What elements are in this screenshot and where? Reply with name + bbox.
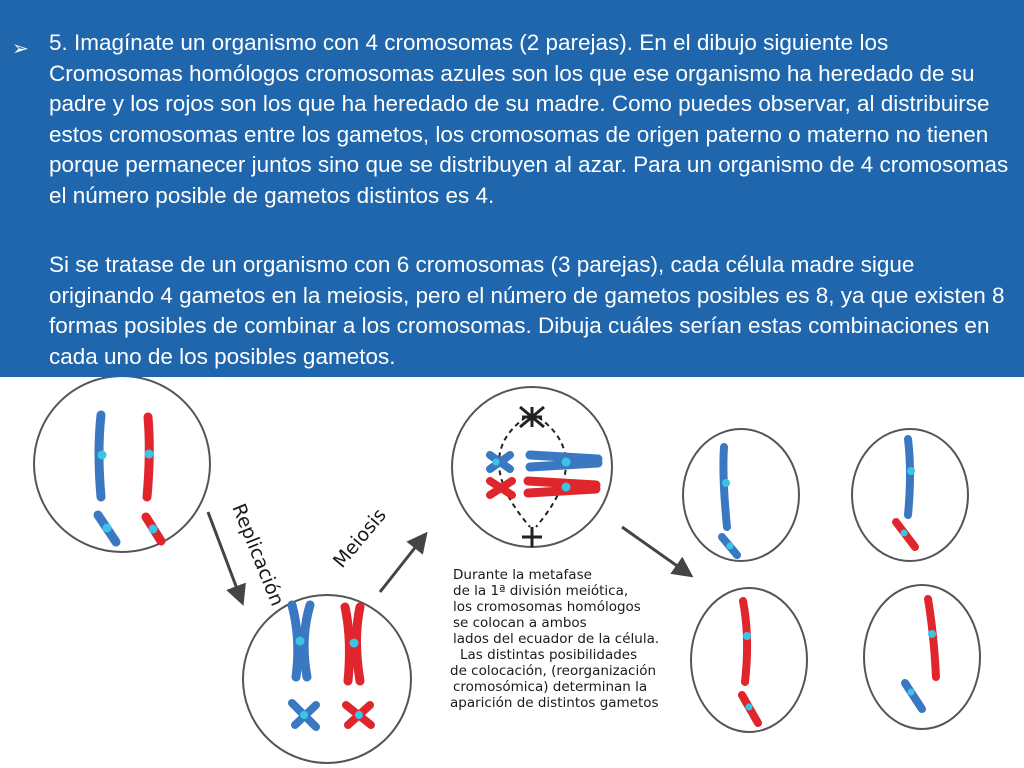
gamete-4 (864, 585, 980, 729)
paragraph-2: Si se tratase de un organismo con 6 cromosomas (3 parejas), cada célula madre sigue originando 4 gametos en la meiosis, pero el número de gametos posibles es 8, ya que existen 8 formas posibles de combinar a los cromosomas. Dibuja cuáles serían estas combinaciones en cada uno de los posibles gametos. (49, 252, 1005, 369)
note-line: lados del ecuador de la célula. (453, 631, 660, 647)
parent-cell (34, 377, 210, 552)
gametes-arrow (622, 527, 690, 575)
note-line: cromosómica) determinan la (453, 679, 648, 695)
note-line: Las distintas posibilidades (460, 647, 638, 663)
svg-text:de la 1ª división meiótica, (453, 583, 628, 599)
paragraph-1: 5. Imagínate un organismo con 4 cromosomas (2 parejas). En el dibujo siguiente los Cromosomas homólogos cromosomas azules son los que ese organismo ha heredado de su padre y los rojos son los que ha heredado de su madre. Como puedes observar, al distribuirse estos cromosomas entre los gametos, los cromosomas de origen paterno o materno no tienen porque permanecer juntos sino que se distribuyen al azar. Para un organismo de 4 cromosomas el número posible de gametos distintos es 4. (49, 30, 1009, 208)
svg-text:de colocación, (reorganización (450, 663, 656, 679)
note-line: los cromosomas homólogos (453, 599, 641, 615)
svg-text:cromosómica) determinan la (453, 679, 647, 695)
svg-text:aparición de distintos gametos (450, 695, 659, 711)
svg-text:los cromosomas homólogos (453, 599, 641, 615)
note-line: Durante la metafase (453, 567, 592, 583)
text-panel (0, 0, 1024, 377)
meiosis-diagram (0, 377, 1024, 768)
gamete-3 (691, 588, 807, 732)
svg-text:Durante la metafase (453, 567, 592, 583)
meiosis-arrow (380, 535, 425, 592)
replicated-cell (243, 595, 411, 763)
note-line: aparición de distintos gametos (450, 695, 659, 711)
metaphase-cell (452, 387, 612, 547)
svg-text:se colocan a ambos (453, 615, 587, 631)
meiosis-label: Meiosis (328, 504, 391, 573)
replication-label: Replicación (227, 500, 289, 610)
note-line: de colocación, (reorganización (450, 663, 657, 679)
arrow-bullet-icon: ➢ (12, 38, 29, 60)
metaphase-note (450, 567, 659, 711)
gamete-1 (683, 429, 799, 561)
svg-text:lados del ecuador de la célula (453, 631, 659, 647)
svg-text:Las distintas posibilidades (460, 647, 637, 663)
note-line: de la 1ª división meiótica, (453, 583, 629, 599)
gamete-2 (852, 429, 968, 561)
note-line: se colocan a ambos (453, 615, 587, 631)
